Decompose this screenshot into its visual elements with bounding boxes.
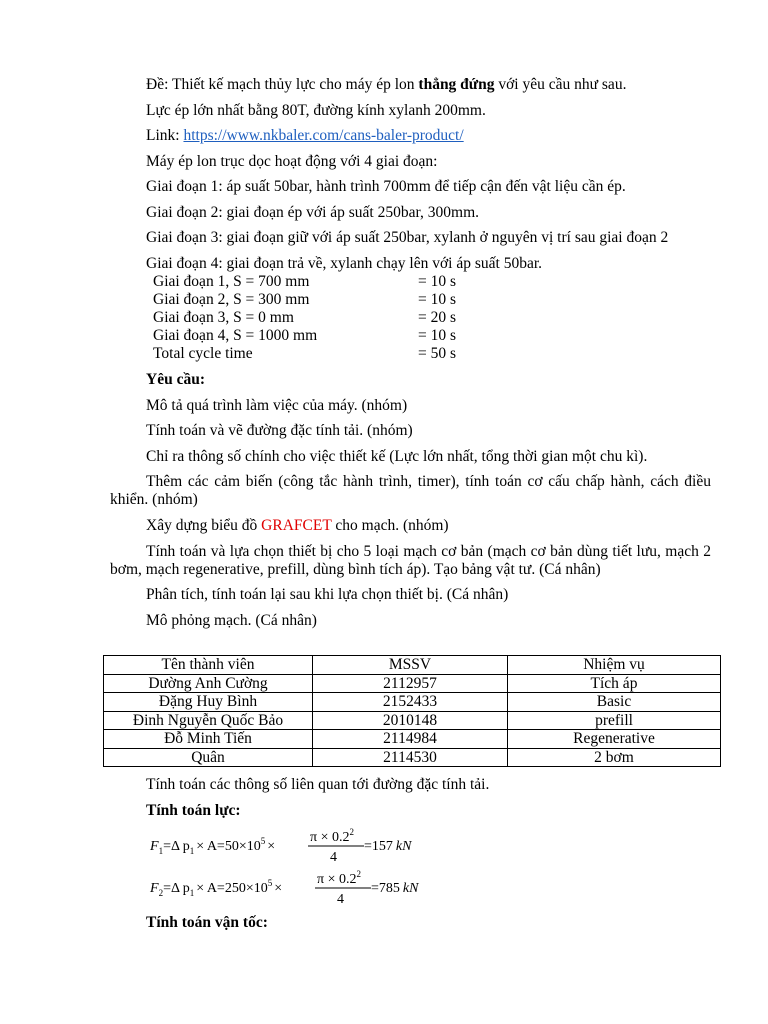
table-header-cell: MSSV	[313, 656, 508, 675]
table-cell: Quân	[104, 748, 313, 767]
table-header-cell: Nhiệm vụ	[508, 656, 721, 675]
table-cell: Đỗ Minh Tiến	[104, 730, 313, 749]
table-cell: Đặng Huy Bình	[104, 693, 313, 712]
force-equation-2	[150, 868, 450, 912]
table-cell: 2 bơm	[508, 748, 721, 767]
phase-2-text: Giai đoạn 2: giai đoạn ép với áp suất 250bar, 300mm.	[146, 204, 480, 221]
table-cell: 2114984	[313, 730, 508, 749]
eq2-result: =785 kN	[371, 881, 419, 896]
table-cell: Regenerative	[508, 730, 721, 749]
requirement-3: Chỉ ra thông số chính cho việc thiết kế (Lực lớn nhất, tổng thời gian một chu kì).	[146, 448, 648, 465]
table-cell: Dường Anh Cường	[104, 674, 313, 693]
requirement-5: Xây dựng biểu đồ GRAFCET cho mạch. (nhóm)	[146, 517, 449, 534]
table-header-cell: Tên thành viên	[104, 656, 313, 675]
member-table	[103, 655, 721, 767]
product-link[interactable]: https://www.nkbaler.com/cans-baler-product/	[183, 127, 464, 144]
requirement-6: Tính toán và lựa chọn thiết bị cho 5 loại mạch cơ bản (mạch cơ bản dùng tiết lưu, mạch 2 bơm, mạch regenerative, prefill, dùng bình tích áp). Tạo bảng vật tư. (Cá nhân)	[110, 543, 711, 578]
eq2-numerator: $\pi \times 0.2^2$	[317, 869, 361, 887]
requirements-heading: Yêu cầu:	[146, 371, 205, 388]
phase-4-text: Giai đoạn 4: giai đoạn trả về, xylanh chạy lên với áp suất 50bar.	[146, 255, 543, 272]
intro-line-4: Máy ép lon trục dọc hoạt động với 4 giai đoạn:	[146, 153, 438, 170]
stage-row: Giai đoạn 4, S = 1000 mm = 10 s	[153, 327, 457, 344]
stage-row: Giai đoạn 3, S = 0 mm = 20 s	[153, 309, 457, 326]
force-equation-1	[150, 826, 450, 870]
table-row	[104, 674, 721, 693]
table-row	[104, 748, 721, 767]
eq2-text: $F_2=\Delta$ $p_1 \times A=250\times 10^5$ ×	[150, 878, 283, 898]
eq1-result: =157 kN	[364, 839, 412, 854]
table-cell: prefill	[508, 711, 721, 730]
table-row	[104, 711, 721, 730]
force-heading: Tính toán lực:	[146, 802, 241, 819]
stage-row: Giai đoạn 1, S = 700 mm = 10 s	[153, 273, 457, 290]
link-line: Link: https://www.nkbaler.com/cans-baler-product/	[146, 127, 464, 144]
requirement-2: Tính toán và vẽ đường đặc tính tải. (nhóm)	[146, 422, 413, 439]
table-cell: Basic	[508, 693, 721, 712]
requirement-1: Mô tả quá trình làm việc của máy. (nhóm)	[146, 397, 408, 414]
requirement-8: Mô phỏng mạch. (Cá nhân)	[146, 612, 317, 629]
eq2-denominator: 4	[337, 892, 344, 907]
phase-1-text: Giai đoạn 1: áp suất 50bar, hành trình 700mm để tiếp cận đến vật liệu cần ép.	[146, 178, 626, 195]
eq1-text: $F_1=\Delta$ $p_1 \times A=50\times 10^5$ ×	[150, 836, 276, 856]
eq1-denominator: 4	[330, 850, 337, 865]
requirement-7: Phân tích, tính toán lại sau khi lựa chọn thiết bị. (Cá nhân)	[146, 586, 509, 603]
phase-3-text: Giai đoạn 3: giai đoạn giữ với áp suất 250bar, xylanh ở nguyên vị trí sau giai đoạn 2	[146, 229, 669, 246]
table-cell: Đinh Nguyễn Quốc Bảo	[104, 711, 313, 730]
velocity-heading: Tính toán vận tốc:	[146, 914, 268, 931]
eq1-numerator: $\pi \times 0.2^2$	[310, 827, 354, 845]
after-table-text: Tính toán các thông số liên quan tới đường đặc tính tải.	[146, 776, 490, 793]
intro-line-2: Lực ép lớn nhất bằng 80T, đường kính xylanh 200mm.	[146, 102, 486, 119]
table-cell: 2010148	[313, 711, 508, 730]
table-header-row	[104, 656, 721, 675]
table-cell: Tích áp	[508, 674, 721, 693]
table-cell: 2114530	[313, 748, 508, 767]
table-cell: 2112957	[313, 674, 508, 693]
intro-line-1: Đề: Thiết kế mạch thủy lực cho máy ép lon thẳng đứng với yêu cầu như sau.	[146, 76, 627, 93]
requirement-4: Thêm các cảm biến (công tắc hành trình, timer), tính toán cơ cấu chấp hành, cách điều khiển. (nhóm)	[110, 473, 711, 508]
stage-row: Giai đoạn 2, S = 300 mm = 10 s	[153, 291, 457, 308]
table-row	[104, 730, 721, 749]
table-row	[104, 693, 721, 712]
table-cell: 2152433	[313, 693, 508, 712]
stage-row-total: Total cycle time = 50 s	[153, 345, 457, 362]
